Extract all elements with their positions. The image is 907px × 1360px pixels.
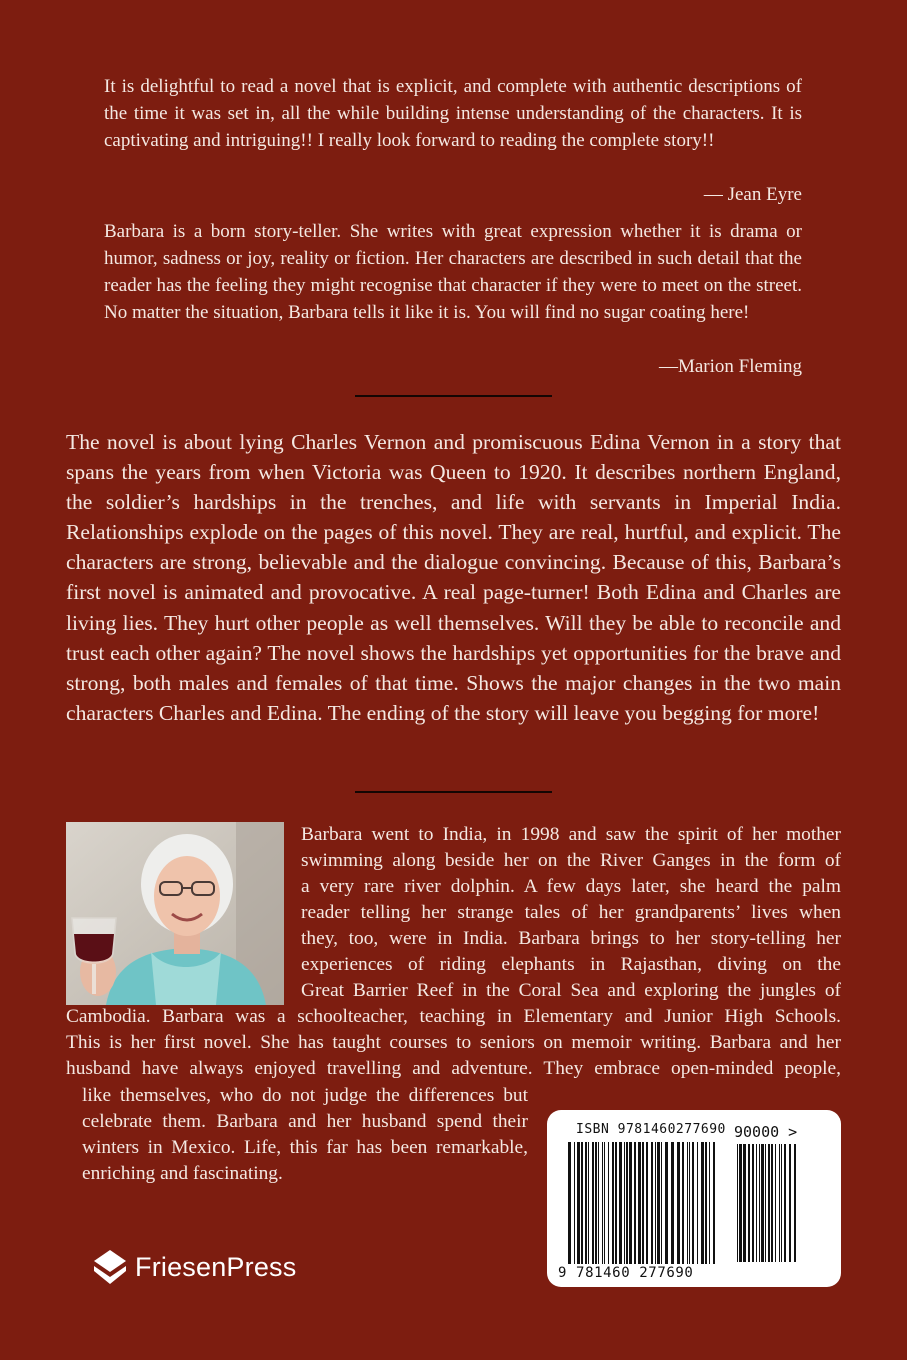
review-quote-2: Barbara is a born story-teller. She writes with great expression whether it is drama or humor, sadness or joy, reality or fiction. Her characters are described in such detail that the reader has the feeling they might recognise that character if they were to meet on the street. No matter the situation, Barbara tells it like it is. You will find no sugar coating here! bbox=[104, 221, 802, 323]
author-photo-image bbox=[66, 822, 284, 1005]
book-synopsis: The novel is about lying Charles Vernon and promiscuous Edina Vernon in a story that spans the years from when Victoria was Queen to 1920. It describes northern England, the soldier’s hardships in the trenches, and life with servants in Imperial India. Relationships explode on the pages of this novel. They are real, hurtful, and explicit. The characters are strong, believable and the dialogue convincing. Because of this, Barbara’s first novel is animated and provocative. A real page-turner! Both Edina and Charles are living lies. They hurt other people as well themselves. Will they be able to reconcile and trust each other again? The novel shows the hardships yet opportunities for the brave and strong, both males and females of that time. Shows the major changes in the two main characters Charles and Edina. The ending of the story will leave you begging for more! bbox=[66, 430, 841, 725]
barcode-bar bbox=[737, 1144, 738, 1262]
barcode-bar bbox=[784, 1144, 786, 1262]
review-attribution-2: —Marion Fleming bbox=[658, 356, 802, 377]
barcode-bar bbox=[581, 1142, 583, 1264]
barcode-bar bbox=[615, 1142, 617, 1264]
barcode-bar bbox=[651, 1142, 653, 1264]
barcode-bar bbox=[748, 1144, 750, 1262]
barcode-bar bbox=[794, 1144, 796, 1262]
barcode-bar bbox=[689, 1142, 690, 1264]
barcode-bar bbox=[761, 1144, 764, 1262]
barcode-bar bbox=[677, 1142, 680, 1264]
barcode-bar bbox=[705, 1142, 707, 1264]
author-bio-line: a very rare river dolphin. A few days later, she heard the palm bbox=[301, 876, 841, 897]
barcode-bar bbox=[657, 1142, 660, 1264]
author-bio-line: Great Barrier Reef in the Coral Sea and exploring the jungles of bbox=[301, 980, 841, 1001]
author-bio-line: reader telling her strange tales of her grandparents’ lives when bbox=[301, 902, 841, 923]
friesenpress-logo-icon bbox=[93, 1249, 127, 1285]
author-bio-line: winters in Mexico. Life, this far has been remarkable, bbox=[82, 1137, 528, 1158]
barcode-bar bbox=[624, 1142, 625, 1264]
barcode-bar bbox=[709, 1142, 710, 1264]
price-code: 90000 > bbox=[734, 1123, 798, 1141]
barcode-bar bbox=[789, 1144, 791, 1262]
barcode-bar bbox=[661, 1142, 662, 1264]
barcode-bar bbox=[577, 1142, 580, 1264]
barcode-bar bbox=[574, 1142, 575, 1264]
barcode-bar bbox=[687, 1142, 688, 1264]
author-bio-line: husband have always enjoyed travelling and adventure. They embrace open-minded people, bbox=[66, 1058, 841, 1079]
barcode-bar bbox=[585, 1142, 587, 1264]
barcode-bar bbox=[655, 1142, 656, 1264]
author-bio-line: experiences of riding elephants in Rajasthan, diving on the bbox=[301, 954, 841, 975]
barcode-bar bbox=[756, 1144, 757, 1262]
barcode-bar bbox=[646, 1142, 648, 1264]
publisher-logo bbox=[93, 1249, 296, 1285]
barcode-bar bbox=[775, 1144, 776, 1262]
barcode-bar bbox=[743, 1144, 746, 1262]
barcode-bar bbox=[604, 1142, 605, 1264]
price-barcode-bars bbox=[737, 1144, 797, 1262]
isbn-label: ISBN 9781460277690 bbox=[576, 1122, 726, 1137]
author-bio-line: This is her first novel. She has taught courses to seniors on memoir writing. Barbara and her bbox=[66, 1032, 841, 1053]
barcode-bar bbox=[598, 1142, 599, 1264]
barcode-bar bbox=[592, 1142, 594, 1264]
barcode-bar bbox=[619, 1142, 622, 1264]
section-divider-1 bbox=[355, 395, 552, 397]
author-bio-line: swimming along beside her on the River Ganges in the form of bbox=[301, 850, 841, 871]
barcode-bar bbox=[759, 1144, 760, 1262]
author-bio-line: celebrate them. Barbara and her husband spend their bbox=[82, 1111, 528, 1132]
barcode-bar bbox=[779, 1144, 780, 1262]
barcode-bar bbox=[768, 1144, 770, 1262]
author-bio-line: Barbara went to India, in 1998 and saw the spirit of her mother bbox=[301, 824, 841, 845]
author-bio-line: enriching and fascinating. bbox=[82, 1163, 283, 1184]
barcode-bar bbox=[602, 1142, 603, 1264]
barcode-bar bbox=[588, 1142, 589, 1264]
author-bio-line: they, too, were in India. Barbara brings to her story-telling her bbox=[301, 928, 841, 949]
barcode-bar bbox=[595, 1142, 597, 1264]
review-attribution-1: — Jean Eyre bbox=[703, 184, 802, 205]
barcode-bar bbox=[765, 1144, 766, 1262]
barcode-bar bbox=[642, 1142, 644, 1264]
isbn-barcode bbox=[547, 1110, 841, 1287]
ean-barcode-bars bbox=[568, 1142, 718, 1264]
author-photo bbox=[66, 822, 284, 1005]
barcode-bar bbox=[781, 1144, 782, 1262]
barcode-bar bbox=[697, 1142, 698, 1264]
review-quote-1: It is delightful to read a novel that is explicit, and complete with authentic descriptions of the time it was set in, all the while building intense understanding of the characters. It is captivating and intriguing!! I really look forward to reading the complete story!! bbox=[104, 76, 802, 151]
barcode-bar bbox=[638, 1142, 641, 1264]
barcode-bar bbox=[612, 1142, 614, 1264]
barcode-bar bbox=[752, 1144, 754, 1262]
barcode-bar bbox=[692, 1142, 694, 1264]
author-bio-line: Cambodia. Barbara was a schoolteacher, teaching in Elementary and Junior High Schools. bbox=[66, 1006, 841, 1027]
ean-digits: 9 781460 277690 bbox=[558, 1265, 694, 1281]
barcode-bar bbox=[713, 1142, 715, 1264]
barcode-bar bbox=[739, 1144, 742, 1262]
barcode-bar bbox=[682, 1142, 684, 1264]
author-bio-line: like themselves, who do not judge the differences but bbox=[82, 1085, 528, 1106]
barcode-bar bbox=[608, 1142, 609, 1264]
barcode-bar bbox=[626, 1142, 628, 1264]
section-divider-2 bbox=[355, 791, 552, 793]
barcode-bar bbox=[701, 1142, 704, 1264]
publisher-name: FriesenPress bbox=[135, 1251, 297, 1282]
barcode-bar bbox=[771, 1144, 773, 1262]
barcode-bar bbox=[629, 1142, 632, 1264]
barcode-bar bbox=[568, 1142, 571, 1264]
barcode-bar bbox=[634, 1142, 636, 1264]
barcode-bar bbox=[671, 1142, 674, 1264]
barcode-bar bbox=[665, 1142, 668, 1264]
